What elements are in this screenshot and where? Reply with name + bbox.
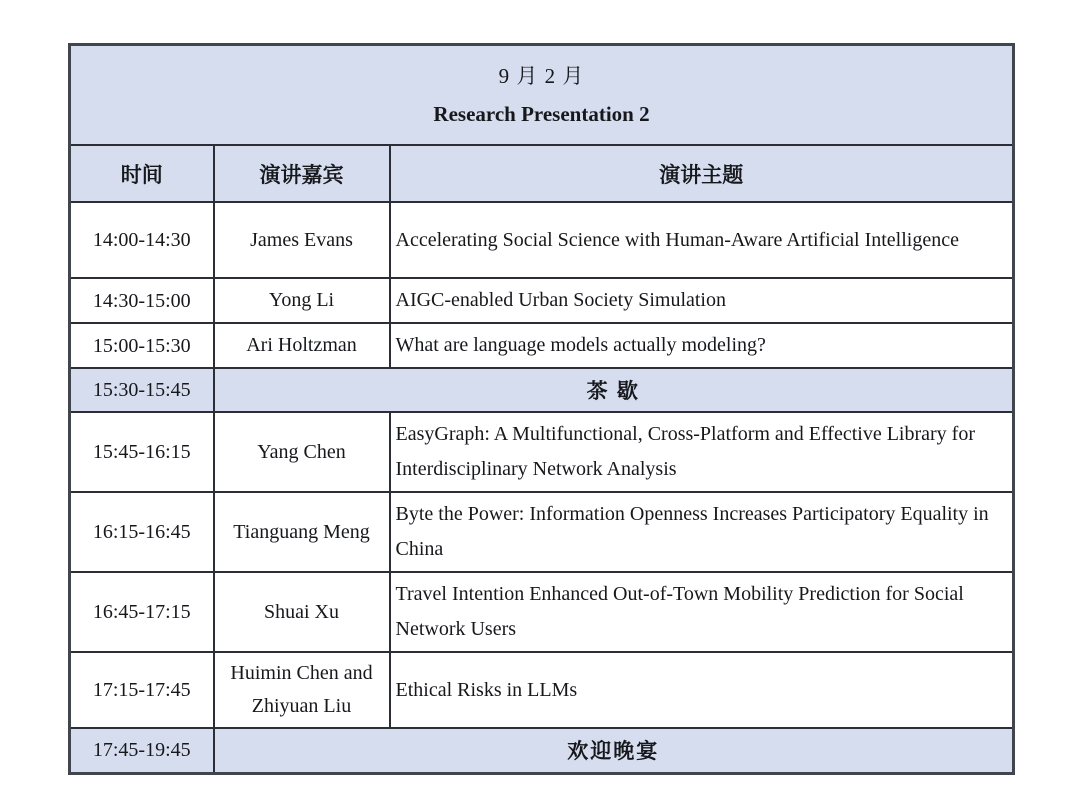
topic-cell: EasyGraph: A Multifunctional, Cross-Platform and Effective Library for Interdisciplinary Network Analysis — [390, 412, 1014, 492]
break-label-cell: 茶 歇 — [214, 368, 1014, 412]
table-title-cell — [70, 45, 1014, 146]
title-session: Research Presentation 2 — [433, 102, 650, 126]
session-row — [70, 278, 1014, 323]
time-cell: 16:45-17:15 — [70, 572, 214, 652]
time-cell: 16:15-16:45 — [70, 492, 214, 572]
break-row — [70, 368, 1014, 412]
topic-cell: AIGC-enabled Urban Society Simulation — [390, 278, 1014, 323]
break-label-cell: 欢迎晚宴 — [214, 728, 1014, 773]
time-cell: 15:30-15:45 — [70, 368, 214, 412]
column-header-topic: 演讲主题 — [390, 145, 1014, 202]
time-cell: 15:00-15:30 — [70, 323, 214, 368]
time-cell: 14:30-15:00 — [70, 278, 214, 323]
speaker-cell: Yang Chen — [214, 412, 390, 492]
session-row — [70, 492, 1014, 572]
title-row — [70, 45, 1014, 146]
speaker-cell: Shuai Xu — [214, 572, 390, 652]
speaker-cell: Tianguang Meng — [214, 492, 390, 572]
title-date: 9 月 2 月 — [498, 64, 585, 88]
session-row — [70, 202, 1014, 278]
time-cell: 15:45-16:15 — [70, 412, 214, 492]
speaker-cell: Ari Holtzman — [214, 323, 390, 368]
speaker-cell: James Evans — [214, 202, 390, 278]
time-cell: 14:00-14:30 — [70, 202, 214, 278]
column-header-speaker: 演讲嘉宾 — [214, 145, 390, 202]
speaker-cell: Huimin Chen and Zhiyuan Liu — [214, 652, 390, 728]
column-header-row — [70, 145, 1014, 202]
topic-cell: Accelerating Social Science with Human-Aware Artificial Intelligence — [390, 202, 1014, 278]
session-row — [70, 323, 1014, 368]
time-cell: 17:45-19:45 — [70, 728, 214, 773]
session-row — [70, 652, 1014, 728]
break-row — [70, 728, 1014, 773]
topic-cell: Byte the Power: Information Openness Increases Participatory Equality in China — [390, 492, 1014, 572]
session-row — [70, 412, 1014, 492]
session-row — [70, 572, 1014, 652]
speaker-cell: Yong Li — [214, 278, 390, 323]
topic-cell: What are language models actually modeling? — [390, 323, 1014, 368]
schedule-body — [70, 202, 1014, 773]
topic-cell: Travel Intention Enhanced Out-of-Town Mobility Prediction for Social Network Users — [390, 572, 1014, 652]
topic-cell: Ethical Risks in LLMs — [390, 652, 1014, 728]
schedule-table — [68, 43, 1015, 775]
column-header-time: 时间 — [70, 145, 214, 202]
time-cell: 17:15-17:45 — [70, 652, 214, 728]
